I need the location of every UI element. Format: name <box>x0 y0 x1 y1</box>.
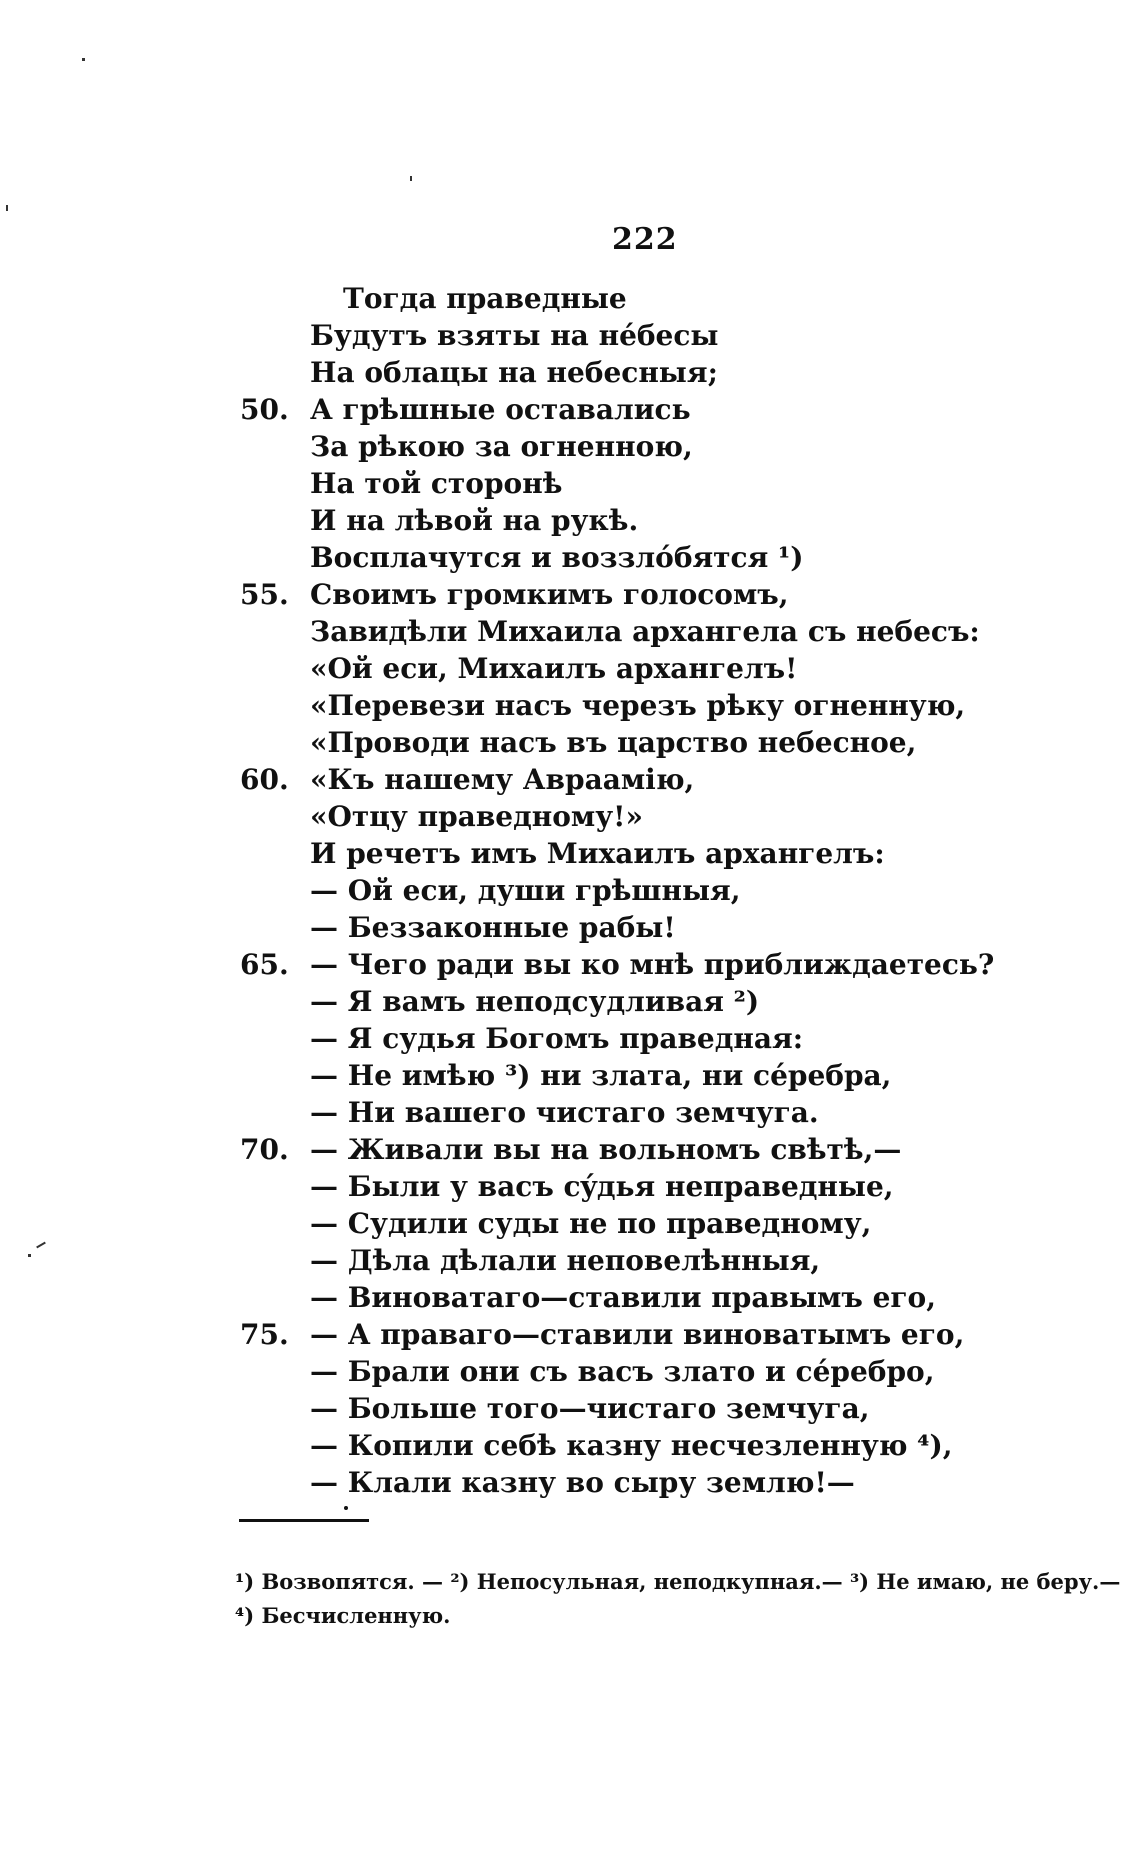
line-text: Будутъ взяты на нéбесы <box>310 319 719 352</box>
footnote-line: ¹) Возвопятся. — ²) Непосульная, неподкупная.— ³) Не имаю, не беру.— <box>235 1569 1121 1594</box>
verse-line <box>240 1131 1080 1168</box>
line-text: — Брали они съ васъ злато и сéребро, <box>310 1355 935 1388</box>
line-text: «Проводи насъ въ царство небесное, <box>310 726 917 759</box>
line-text: — Ни вашего чистаго земчуга. <box>310 1096 819 1129</box>
verse-line <box>250 1427 1080 1464</box>
verse-line <box>250 613 1080 650</box>
line-text: — Я судья Богомъ праведная: <box>310 1022 804 1055</box>
footnote-separator <box>239 1519 369 1522</box>
line-text: — Судили суды не по праведному, <box>310 1207 872 1240</box>
line-text: — Я вамъ неподсудливая ²) <box>310 985 760 1018</box>
verse-line <box>250 1057 1080 1094</box>
scan-speck <box>410 176 412 181</box>
line-number: 65. <box>240 948 289 981</box>
line-text: Завидѣли Михаила архангела съ небесъ: <box>310 615 980 648</box>
verse-line <box>250 1205 1080 1242</box>
line-number: 50. <box>240 393 289 426</box>
scan-speck <box>28 1254 31 1257</box>
footnote-line: ⁴) Бесчисленную. <box>235 1603 451 1628</box>
verse-line <box>250 1353 1080 1390</box>
line-text: «Отцу праведному!» <box>310 800 643 833</box>
line-number: 70. <box>240 1133 289 1166</box>
line-text: На облацы на небесныя; <box>310 356 718 389</box>
line-text: На той сторонѣ <box>310 467 563 500</box>
verse-line <box>240 946 1080 983</box>
verse-line <box>250 798 1080 835</box>
line-number: 60. <box>240 763 289 796</box>
line-number: 75. <box>240 1318 289 1351</box>
verse-line <box>250 650 1080 687</box>
verse-line <box>250 983 1080 1020</box>
line-text: — Больше того—чистаго земчуга, <box>310 1392 870 1425</box>
verse-line <box>250 687 1080 724</box>
verse-block <box>240 280 1080 1501</box>
scan-speck <box>6 205 8 211</box>
verse-line <box>250 1464 1080 1501</box>
verse-line <box>250 1094 1080 1131</box>
line-text: — Беззаконные рабы! <box>310 911 676 944</box>
line-text: — Живали вы на вольномъ свѣтѣ,— <box>310 1133 902 1166</box>
verse-line <box>250 872 1080 909</box>
line-text: — Копили себѣ казну несчезленную ⁴), <box>310 1429 953 1462</box>
line-text: И речетъ имъ Михаилъ архангелъ: <box>310 837 885 870</box>
line-text: — Клали казну во сыру землю!— <box>310 1466 855 1499</box>
footnotes <box>235 1565 1121 1633</box>
scan-speck <box>82 58 85 61</box>
line-text: Тогда праведные <box>343 282 627 315</box>
line-text: Восплачутся и воззлóбятся ¹) <box>310 541 804 574</box>
scan-speck <box>36 1242 46 1249</box>
line-text: — Чего ради вы ко мнѣ приближдаетесь? <box>310 948 995 981</box>
line-text: — Ой еси, души грѣшныя, <box>310 874 741 907</box>
line-text: За рѣкою за огненною, <box>310 430 693 463</box>
line-number: 55. <box>240 578 289 611</box>
verse-line <box>250 465 1080 502</box>
line-text: «Перевези насъ черезъ рѣку огненную, <box>310 689 966 722</box>
line-text: — Не имѣю ³) ни злата, ни сéребра, <box>310 1059 892 1092</box>
line-text: «Къ нашему Авраамію, <box>310 763 695 796</box>
verse-line <box>240 761 1080 798</box>
verse-line <box>240 1316 1080 1353</box>
verse-line <box>250 1279 1080 1316</box>
verse-line <box>250 428 1080 465</box>
rule-dot <box>344 1506 348 1510</box>
verse-line <box>250 909 1080 946</box>
line-text: «Ой еси, Михаилъ архангелъ! <box>310 652 798 685</box>
line-text: И на лѣвой на рукѣ. <box>310 504 639 537</box>
verse-line <box>240 391 1080 428</box>
line-text: — Виноватаго—ставили правымъ его, <box>310 1281 936 1314</box>
verse-line <box>250 502 1080 539</box>
verse-line <box>250 1020 1080 1057</box>
verse-line <box>250 280 1080 317</box>
verse-line <box>250 724 1080 761</box>
line-text: — А праваго—ставили виноватымъ его, <box>310 1318 965 1351</box>
line-text: — Дѣла дѣлали неповелѣнныя, <box>310 1244 821 1277</box>
verse-line <box>250 1242 1080 1279</box>
page-number: 222 <box>612 222 678 257</box>
verse-line <box>250 317 1080 354</box>
verse-line <box>250 835 1080 872</box>
verse-line <box>240 576 1080 613</box>
verse-line <box>250 354 1080 391</box>
verse-line <box>250 539 1080 576</box>
line-text: А грѣшные оставались <box>310 393 691 426</box>
line-text: Своимъ громкимъ голосомъ, <box>310 578 789 611</box>
line-text: — Были у васъ сýдья неправедные, <box>310 1170 894 1203</box>
verse-line <box>250 1168 1080 1205</box>
verse-line <box>250 1390 1080 1427</box>
